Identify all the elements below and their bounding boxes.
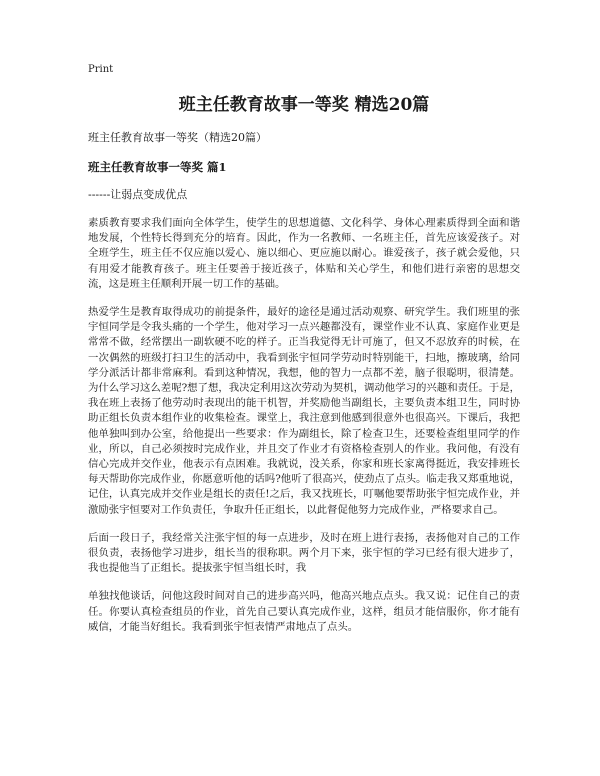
- paragraph-4: 单独找他谈话，问他这段时间对自己的进步高兴吗，他高兴地点点头。我又说：记住自己的责任。你要认真检查组员的作业，首先自己要认真完成作业，这样，组员才能信服你，你才能有威信，才能当好组长。我看到张宇恒表情严肃地点了点头。: [88, 590, 520, 633]
- section-tagline: ------让弱点变成优点: [88, 188, 188, 201]
- page-title: 班主任教育故事一等奖 精选20篇: [178, 95, 430, 115]
- document-subtitle: 班主任教育故事一等奖（精选20篇）: [88, 131, 267, 144]
- paragraph-2: 热爱学生是教育取得成功的前提条件，最好的途径是通过活动观察、研究学生。我们班里的张宇恒同学是令我头痛的一个学生，他对学习一点兴趣都没有，课堂作业不认真、家庭作业更是常常不做，经常摆出一副软硬不吃的样子。正当我觉得无计可施了，但又不忍放弃的时候，在一次偶然的班级打扫卫生的活动中，我看到张宇恒同学劳动时特别能干，扫地，擦玻璃，给同学分派活计都非常麻利。看到这种情况，我想，他的智力一点都不差，脑子很聪明，很清楚。为什么学习这么差呢?想了想，我决定利用这次劳动为契机，调动他学习的兴趣和责任。于是，我在班上表扬了他劳动时表现出的能干机智，并奖励他当副组长，主要负责本组卫生，同时协助正组长负责本组作业的收集检查。课堂上，我注意到他感到很意外也很高兴。下课后，我把他单独叫到办公室，给他提出一些要求：作为副组长，除了检查卫生，还要检查组里同学的作业，所以，自己必须按时完成作业，并且交了作业才有资格检查别人的作业。我问他，有没有信心完成并交作业，他表示有点困难。我就说，没关系，你家和班长家离得挺近，我安排班长每天帮助你完成作业，你愿意听他的话吗?他听了很高兴，使劲点了点头。临走我又郑重地说，记住，认真完成并交作业是组长的责任!之后，我又找班长，叮嘱他要帮助张宇恒完成作业，并激励张宇恒要对工作负责任，争取升任正组长，以此督促他努力完成作业，严格要求自己。: [88, 306, 520, 516]
- section-heading: 班主任教育故事一等奖 篇1: [88, 160, 227, 174]
- document-page: [88, 64, 520, 648]
- print-label: Print: [88, 64, 114, 75]
- paragraph-1: 素质教育要求我们面向全体学生，使学生的思想道德、文化科学、身体心理素质得到全面和谐地发展，个性特长得到充分的培育。因此，作为一名教师、一名班主任，首先应该爱孩子。对全班学生，班主任不仅应施以爱心、施以细心、更应施以耐心。谁爱孩子，孩子就会爱他，只有用爱才能教育孩子。班主任要善于接近孩子，体贴和关心学生，和他们进行亲密的思想交流，这是班主任顺利开展一切工作的基础。: [88, 217, 520, 290]
- paragraph-3: 后面一段日子，我经常关注张宇恒的每一点进步，及时在班上进行表扬，表扬他对自己的工作很负责，表扬他学习进步，组长当的很称职。两个月下来，张宇恒的学习已经有很大进步了，我也提他当了正组长。提拔张宇恒当组长时，我: [88, 531, 520, 575]
